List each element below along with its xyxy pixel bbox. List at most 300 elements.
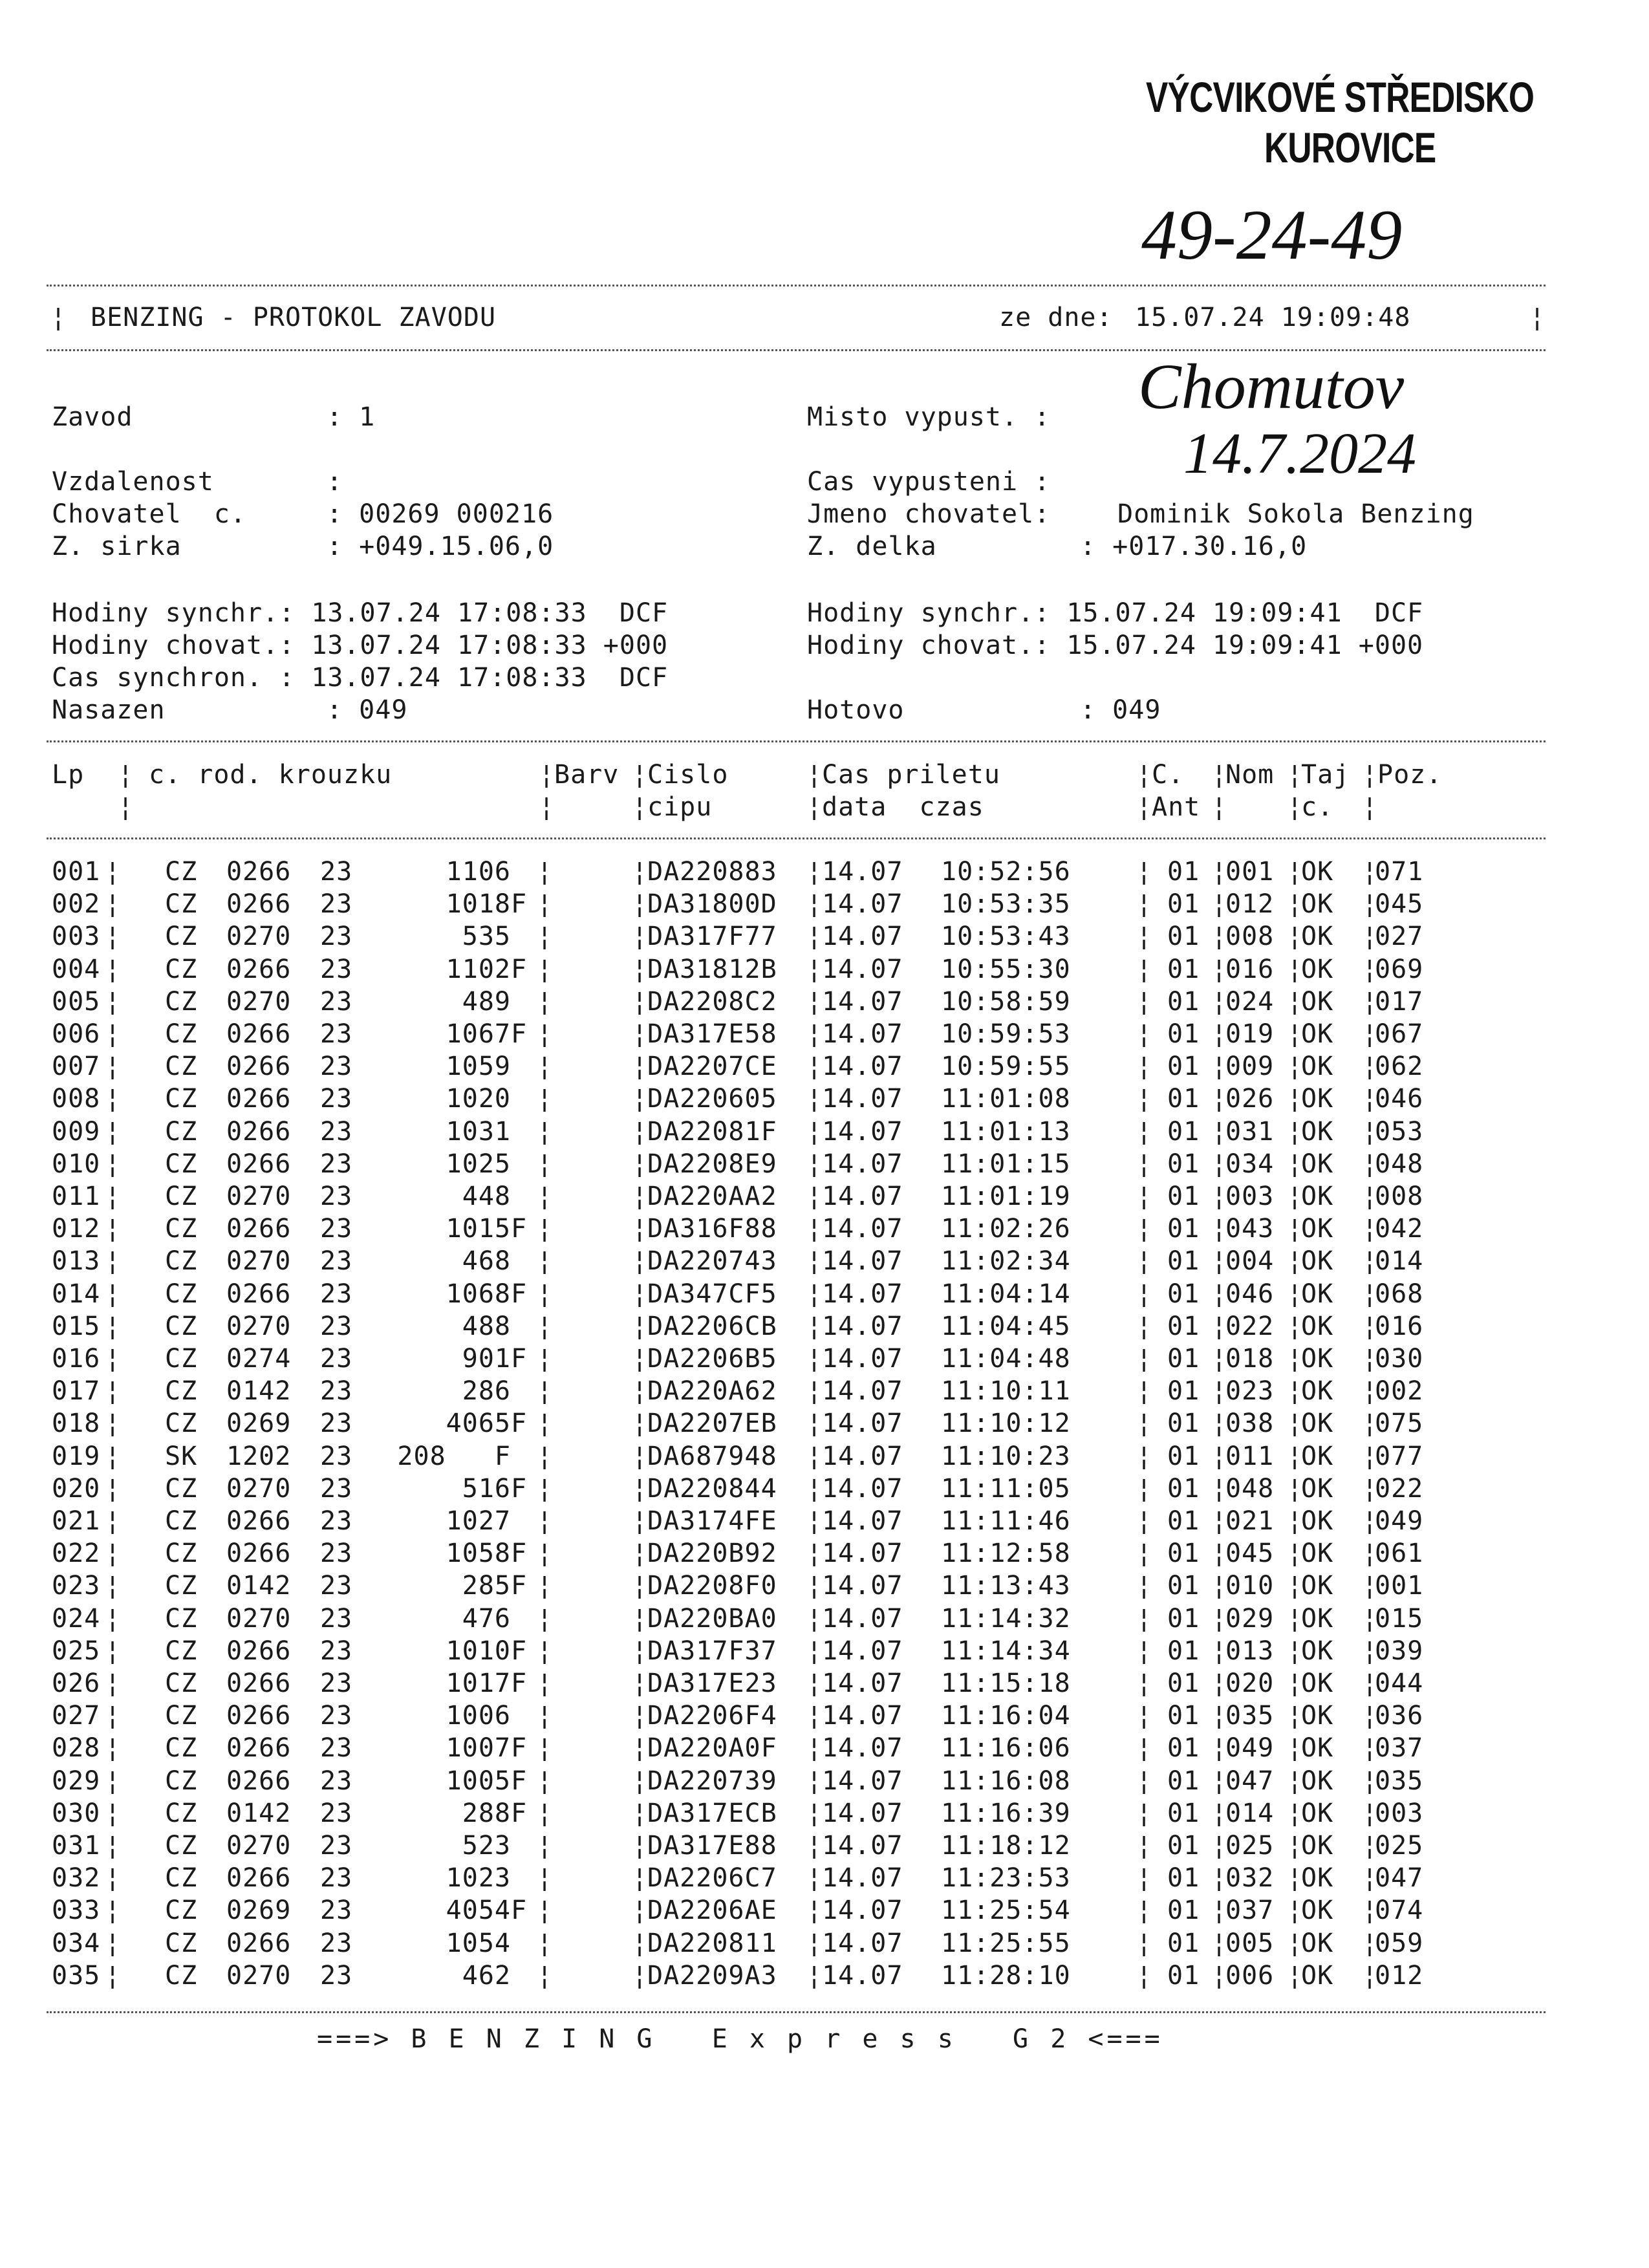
cell-nom: 013 <box>1225 1636 1275 1666</box>
cell-year: 23 <box>320 1928 353 1958</box>
column-separator: ¦ <box>1211 1733 1228 1764</box>
cell-year: 23 <box>320 1182 353 1211</box>
cell-club: 0270 <box>226 922 292 952</box>
cell-ring-number: 476 <box>462 1603 511 1634</box>
cell-chip: DA317E58 <box>647 1019 777 1049</box>
cell-time: 11:15:18 <box>941 1669 1071 1698</box>
column-separator: ¦ <box>1136 1798 1153 1828</box>
column-separator: ¦ <box>806 1473 823 1504</box>
column-separator: ¦ <box>632 954 649 984</box>
column-separator: ¦ <box>806 1311 823 1341</box>
column-separator: ¦ <box>1136 1539 1153 1569</box>
column-separator: ¦ <box>1287 922 1304 952</box>
cell-sex <box>511 1701 527 1731</box>
col-sep: ¦ <box>806 792 823 822</box>
table-row <box>0 1831 1649 1863</box>
column-separator: ¦ <box>1362 954 1379 984</box>
cell-year: 23 <box>320 1376 353 1407</box>
column-separator: ¦ <box>1136 1084 1153 1114</box>
column-separator: ¦ <box>632 1052 649 1082</box>
column-separator: ¦ <box>537 1344 554 1374</box>
column-separator: ¦ <box>105 1441 122 1471</box>
column-separator: ¦ <box>1136 1116 1153 1147</box>
cell-sex <box>511 987 527 1017</box>
cell-year: 23 <box>320 1669 353 1698</box>
column-separator: ¦ <box>537 1084 554 1114</box>
cell-lp: 017 <box>52 1376 101 1407</box>
sirka-label: Z. sirka <box>52 532 182 561</box>
table-row <box>0 1798 1649 1831</box>
cell-lp: 004 <box>52 954 101 984</box>
cell-taj: OK <box>1301 1084 1334 1114</box>
table-row <box>0 1474 1649 1506</box>
column-separator: ¦ <box>105 1603 122 1634</box>
separator-columns <box>47 740 1546 742</box>
column-separator: ¦ <box>1362 1798 1379 1828</box>
cell-country: CZ <box>165 1473 198 1504</box>
column-separator: ¦ <box>1287 1571 1304 1601</box>
column-separator: ¦ <box>1211 1182 1228 1211</box>
column-separator: ¦ <box>537 1376 554 1407</box>
cell-time: 11:01:19 <box>941 1182 1071 1211</box>
delka-value: : +017.30.16,0 <box>1080 532 1308 561</box>
jmeno-value: Dominik Sokola Benzing <box>1117 499 1474 529</box>
cell-year: 23 <box>320 1084 353 1114</box>
cell-year: 23 <box>320 1279 353 1309</box>
column-separator: ¦ <box>1287 1473 1304 1504</box>
column-separator: ¦ <box>1211 1960 1228 1991</box>
column-separator: ¦ <box>632 1279 649 1309</box>
cell-ant: 01 <box>1167 954 1200 984</box>
column-separator: ¦ <box>1362 1701 1379 1731</box>
cell-taj: OK <box>1301 1052 1334 1082</box>
column-separator: ¦ <box>1211 1246 1228 1277</box>
column-separator: ¦ <box>1362 1116 1379 1147</box>
cell-taj: OK <box>1301 1928 1334 1958</box>
column-separator: ¦ <box>1287 1733 1304 1764</box>
cell-date: 14.07 <box>822 1506 903 1536</box>
column-separator: ¦ <box>1211 1669 1228 1698</box>
cell-year: 23 <box>320 1733 353 1764</box>
cell-sex <box>511 857 527 887</box>
column-separator: ¦ <box>632 1344 649 1374</box>
cell-poz: 022 <box>1375 1473 1424 1504</box>
column-separator: ¦ <box>1211 1506 1228 1536</box>
cell-time: 10:55:30 <box>941 954 1071 984</box>
cell-club: 0266 <box>226 1052 292 1082</box>
cell-poz: 015 <box>1375 1603 1424 1634</box>
left-chovat: Hodiny chovat.: 13.07.24 17:08:33 +000 <box>52 631 669 660</box>
cell-poz: 068 <box>1375 1279 1424 1309</box>
column-separator: ¦ <box>806 1571 823 1601</box>
column-separator: ¦ <box>1287 954 1304 984</box>
column-separator: ¦ <box>105 1960 122 1991</box>
cell-time: 10:53:35 <box>941 889 1071 920</box>
column-separator: ¦ <box>1136 1019 1153 1049</box>
cell-chip: DA220883 <box>647 857 777 887</box>
column-separator: ¦ <box>806 889 823 920</box>
table-row <box>0 1506 1649 1539</box>
cell-nom: 008 <box>1225 922 1275 952</box>
column-separator: ¦ <box>1362 1928 1379 1958</box>
col-sep: ¦ <box>118 792 135 822</box>
column-separator: ¦ <box>1136 857 1153 887</box>
cell-nom: 023 <box>1225 1376 1275 1407</box>
column-separator: ¦ <box>1287 1084 1304 1114</box>
column-separator: ¦ <box>1362 857 1379 887</box>
cell-lp: 031 <box>52 1831 101 1861</box>
cell-chip: DA2206F4 <box>647 1701 777 1731</box>
cell-lp: 006 <box>52 1019 101 1049</box>
cell-sex: F <box>511 1019 528 1049</box>
cell-taj: OK <box>1301 1895 1334 1926</box>
cell-country: CZ <box>165 1084 198 1114</box>
cell-nom: 020 <box>1225 1669 1275 1698</box>
column-separator: ¦ <box>105 986 122 1017</box>
cell-club: 0266 <box>226 1701 292 1731</box>
cell-nom: 034 <box>1225 1149 1275 1179</box>
cell-sex: F <box>511 1539 528 1569</box>
column-separator: ¦ <box>1362 1539 1379 1569</box>
cell-taj: OK <box>1301 1246 1334 1277</box>
cell-ring-number: 1027 <box>446 1506 511 1536</box>
right-synchr: Hodiny synchr.: 15.07.24 19:09:41 DCF <box>807 598 1424 628</box>
cell-club: 0266 <box>226 889 292 920</box>
cell-year: 23 <box>320 986 353 1017</box>
cell-ring-number: 901 <box>462 1344 511 1374</box>
cell-time: 11:25:55 <box>941 1928 1071 1958</box>
cell-ring-number: 1010 <box>446 1636 511 1666</box>
column-separator: ¦ <box>1211 1473 1228 1504</box>
cell-lp: 029 <box>52 1766 101 1796</box>
column-separator: ¦ <box>1211 1344 1228 1374</box>
cell-sex: F <box>511 1409 528 1439</box>
column-separator: ¦ <box>1211 1311 1228 1341</box>
column-separator: ¦ <box>806 1831 823 1861</box>
column-separator: ¦ <box>105 1895 122 1926</box>
cell-date: 14.07 <box>822 986 903 1017</box>
cell-date: 14.07 <box>822 1895 903 1926</box>
col-ant: Ant <box>1152 792 1201 822</box>
cell-ring-number: 285 <box>462 1571 511 1601</box>
header-right-bar: ¦ <box>1529 303 1546 332</box>
table-row <box>0 1895 1649 1928</box>
cell-date: 14.07 <box>822 922 903 952</box>
cell-chip: DA220739 <box>647 1766 777 1796</box>
cell-lp: 030 <box>52 1798 101 1828</box>
cell-time: 11:28:10 <box>941 1960 1071 1991</box>
cell-country: CZ <box>165 1863 198 1894</box>
delka-label: Z. delka <box>807 532 937 561</box>
cell-sex <box>511 1928 527 1958</box>
column-separator: ¦ <box>806 1603 823 1634</box>
column-separator: ¦ <box>806 1539 823 1569</box>
separator-top <box>47 285 1546 286</box>
cell-time: 11:14:32 <box>941 1603 1071 1634</box>
cell-time: 11:16:39 <box>941 1798 1071 1828</box>
handwritten-date: 14.7.2024 <box>1183 422 1416 486</box>
column-separator: ¦ <box>632 1960 649 1991</box>
cell-country: CZ <box>165 1116 198 1147</box>
cell-ant: 01 <box>1167 1571 1200 1601</box>
column-separator: ¦ <box>1211 1376 1228 1407</box>
cell-lp: 002 <box>52 889 101 920</box>
column-separator: ¦ <box>105 1182 122 1211</box>
column-separator: ¦ <box>537 1701 554 1731</box>
cell-date: 14.07 <box>822 1701 903 1731</box>
cell-date: 14.07 <box>822 1084 903 1114</box>
cell-taj: OK <box>1301 1960 1334 1991</box>
col-sep: ¦ <box>1362 792 1379 822</box>
cell-club: 0266 <box>226 1084 292 1114</box>
cell-ant: 01 <box>1167 1895 1200 1926</box>
cell-chip: DA31812B <box>647 954 777 984</box>
cell-taj: OK <box>1301 1311 1334 1341</box>
cell-chip: DA2206AE <box>647 1895 777 1926</box>
cell-club: 0266 <box>226 1539 292 1569</box>
cell-poz: 003 <box>1375 1798 1424 1828</box>
cell-date: 14.07 <box>822 1669 903 1698</box>
table-row <box>0 1636 1649 1669</box>
cell-taj: OK <box>1301 1669 1334 1698</box>
cell-sex: F <box>511 1766 528 1796</box>
cell-date: 14.07 <box>822 1441 903 1471</box>
column-separator: ¦ <box>1362 1182 1379 1211</box>
cell-chip: DA3174FE <box>647 1506 777 1536</box>
cell-lp: 009 <box>52 1116 101 1147</box>
cell-lp: 023 <box>52 1571 101 1601</box>
cell-ant: 01 <box>1167 922 1200 952</box>
col-cislo: Cislo <box>647 760 729 790</box>
column-separator: ¦ <box>1211 1441 1228 1471</box>
cell-taj: OK <box>1301 1863 1334 1894</box>
column-separator: ¦ <box>105 1246 122 1277</box>
column-separator: ¦ <box>1287 1182 1304 1211</box>
table-row <box>0 1344 1649 1376</box>
cell-country: CZ <box>165 1571 198 1601</box>
cell-club: 0270 <box>226 1182 292 1211</box>
cell-ant: 01 <box>1167 1246 1200 1277</box>
cell-club: 0274 <box>226 1344 292 1374</box>
column-separator: ¦ <box>1362 1669 1379 1698</box>
cell-date: 14.07 <box>822 1863 903 1894</box>
cell-nom: 010 <box>1225 1571 1275 1601</box>
cell-ring-number: 1015 <box>446 1214 511 1244</box>
cell-chip: DA220B92 <box>647 1539 777 1569</box>
separator-table <box>47 837 1546 839</box>
col-sep: ¦ <box>539 760 555 790</box>
cell-year: 23 <box>320 857 353 887</box>
column-separator: ¦ <box>105 857 122 887</box>
cell-ant: 01 <box>1167 1214 1200 1244</box>
column-separator: ¦ <box>1211 1766 1228 1796</box>
column-separator: ¦ <box>1362 889 1379 920</box>
column-separator: ¦ <box>632 922 649 952</box>
column-separator: ¦ <box>632 889 649 920</box>
column-separator: ¦ <box>1211 1863 1228 1894</box>
column-separator: ¦ <box>806 954 823 984</box>
column-separator: ¦ <box>537 1766 554 1796</box>
cell-club: 0266 <box>226 1149 292 1179</box>
cell-taj: OK <box>1301 1571 1334 1601</box>
column-separator: ¦ <box>105 922 122 952</box>
cell-ring-number: 1020 <box>446 1084 511 1114</box>
column-separator: ¦ <box>105 1116 122 1147</box>
cell-ring-number: 288 <box>462 1798 511 1828</box>
cell-time: 11:16:04 <box>941 1701 1071 1731</box>
cell-lp: 007 <box>52 1052 101 1082</box>
column-separator: ¦ <box>806 1149 823 1179</box>
column-separator: ¦ <box>1362 1831 1379 1861</box>
cell-ant: 01 <box>1167 1701 1200 1731</box>
column-separator: ¦ <box>1287 1116 1304 1147</box>
cell-year: 23 <box>320 1506 353 1536</box>
col-sep: ¦ <box>806 760 823 790</box>
stamp-line-1: VÝCVIKOVÉ STŘEDISKO <box>1146 73 1535 121</box>
column-separator: ¦ <box>806 1344 823 1374</box>
cell-year: 23 <box>320 1441 353 1471</box>
column-separator: ¦ <box>632 1895 649 1926</box>
cell-year: 23 <box>320 889 353 920</box>
cell-date: 14.07 <box>822 1279 903 1309</box>
cell-date: 14.07 <box>822 1246 903 1277</box>
cell-country: CZ <box>165 1052 198 1082</box>
cell-taj: OK <box>1301 1701 1334 1731</box>
cell-lp: 012 <box>52 1214 101 1244</box>
column-separator: ¦ <box>1362 1311 1379 1341</box>
cell-sex: F <box>511 1895 528 1926</box>
cell-sex: F <box>511 1279 528 1309</box>
column-separator: ¦ <box>1287 1798 1304 1828</box>
cell-lp: 033 <box>52 1895 101 1926</box>
column-separator: ¦ <box>1136 1733 1153 1764</box>
column-separator: ¦ <box>1211 1928 1228 1958</box>
cell-club: 0270 <box>226 986 292 1017</box>
cell-date: 14.07 <box>822 1603 903 1634</box>
vzdalenost-label: Vzdalenost <box>52 467 214 497</box>
separator-bottom <box>47 2011 1546 2013</box>
cell-date: 14.07 <box>822 1409 903 1439</box>
cell-chip: DA2207CE <box>647 1052 777 1082</box>
column-separator: ¦ <box>105 889 122 920</box>
column-separator: ¦ <box>632 1376 649 1407</box>
cell-taj: OK <box>1301 1376 1334 1407</box>
col-c: C. <box>1152 760 1185 790</box>
table-row <box>0 1669 1649 1701</box>
column-separator: ¦ <box>1287 1766 1304 1796</box>
column-separator: ¦ <box>806 1441 823 1471</box>
cell-ant: 01 <box>1167 1669 1200 1698</box>
cell-date: 14.07 <box>822 1928 903 1958</box>
cell-lp: 019 <box>52 1441 101 1471</box>
table-row <box>0 1539 1649 1571</box>
cell-time: 11:25:54 <box>941 1895 1071 1926</box>
cell-nom: 025 <box>1225 1831 1275 1861</box>
cell-sex <box>511 1506 527 1536</box>
cell-time: 10:53:43 <box>941 922 1071 952</box>
cell-poz: 071 <box>1375 857 1424 887</box>
cell-nom: 037 <box>1225 1895 1275 1926</box>
col-sep: ¦ <box>1136 792 1153 822</box>
cell-chip: DA317E88 <box>647 1831 777 1861</box>
cell-sex: F <box>511 1669 528 1698</box>
cell-poz: 059 <box>1375 1928 1424 1958</box>
column-separator: ¦ <box>1362 1376 1379 1407</box>
table-row <box>0 1214 1649 1246</box>
cell-nom: 047 <box>1225 1766 1275 1796</box>
cell-date: 14.07 <box>822 857 903 887</box>
table-row <box>0 1961 1649 1993</box>
column-separator: ¦ <box>105 1539 122 1569</box>
cell-country: CZ <box>165 1376 198 1407</box>
column-separator: ¦ <box>632 1311 649 1341</box>
column-separator: ¦ <box>632 1019 649 1049</box>
cell-club: 0270 <box>226 1831 292 1861</box>
table-row <box>0 922 1649 954</box>
cell-taj: OK <box>1301 1214 1334 1244</box>
column-separator: ¦ <box>105 1571 122 1601</box>
cell-country: CZ <box>165 1636 198 1666</box>
cell-taj: OK <box>1301 986 1334 1017</box>
column-separator: ¦ <box>105 1831 122 1861</box>
cell-ring-number: 462 <box>462 1960 511 1991</box>
cell-ant: 01 <box>1167 1149 1200 1179</box>
column-separator: ¦ <box>806 1895 823 1926</box>
column-separator: ¦ <box>806 1766 823 1796</box>
col-sep: ¦ <box>539 792 555 822</box>
cell-year: 23 <box>320 1571 353 1601</box>
column-separator: ¦ <box>537 1733 554 1764</box>
column-separator: ¦ <box>1362 1084 1379 1114</box>
column-separator: ¦ <box>105 1214 122 1244</box>
cell-time: 11:16:06 <box>941 1733 1071 1764</box>
cell-lp: 022 <box>52 1539 101 1569</box>
cell-poz: 048 <box>1375 1149 1424 1179</box>
column-separator: ¦ <box>105 954 122 984</box>
table-row <box>0 1052 1649 1084</box>
cell-club: 0270 <box>226 1603 292 1634</box>
cell-poz: 027 <box>1375 922 1424 952</box>
cell-lp: 003 <box>52 922 101 952</box>
cell-lp: 010 <box>52 1149 101 1179</box>
cell-chip: DA220605 <box>647 1084 777 1114</box>
column-separator: ¦ <box>1211 1019 1228 1049</box>
column-separator: ¦ <box>632 857 649 887</box>
cell-chip: DA2206CB <box>647 1311 777 1341</box>
cell-time: 10:58:59 <box>941 986 1071 1017</box>
cell-poz: 025 <box>1375 1831 1424 1861</box>
header-left-bar: ¦ <box>50 303 67 332</box>
column-separator: ¦ <box>632 1506 649 1536</box>
column-separator: ¦ <box>105 1636 122 1666</box>
cell-ant: 01 <box>1167 1311 1200 1341</box>
column-separator: ¦ <box>1287 1539 1304 1569</box>
column-separator: ¦ <box>806 986 823 1017</box>
cell-chip: DA220743 <box>647 1246 777 1277</box>
cell-poz: 039 <box>1375 1636 1424 1666</box>
cell-chip: DA22081F <box>647 1116 777 1147</box>
cell-date: 14.07 <box>822 1733 903 1764</box>
report-date-value: 15.07.24 19:09:48 <box>1135 303 1411 332</box>
cell-date: 14.07 <box>822 1019 903 1049</box>
column-separator: ¦ <box>1136 889 1153 920</box>
column-separator: ¦ <box>537 1246 554 1277</box>
cell-club: 0266 <box>226 1116 292 1147</box>
cell-time: 10:59:55 <box>941 1052 1071 1082</box>
cell-chip: DA220AA2 <box>647 1182 777 1211</box>
cell-ring-number: 1023 <box>446 1863 511 1894</box>
col-lp: Lp <box>52 760 85 790</box>
